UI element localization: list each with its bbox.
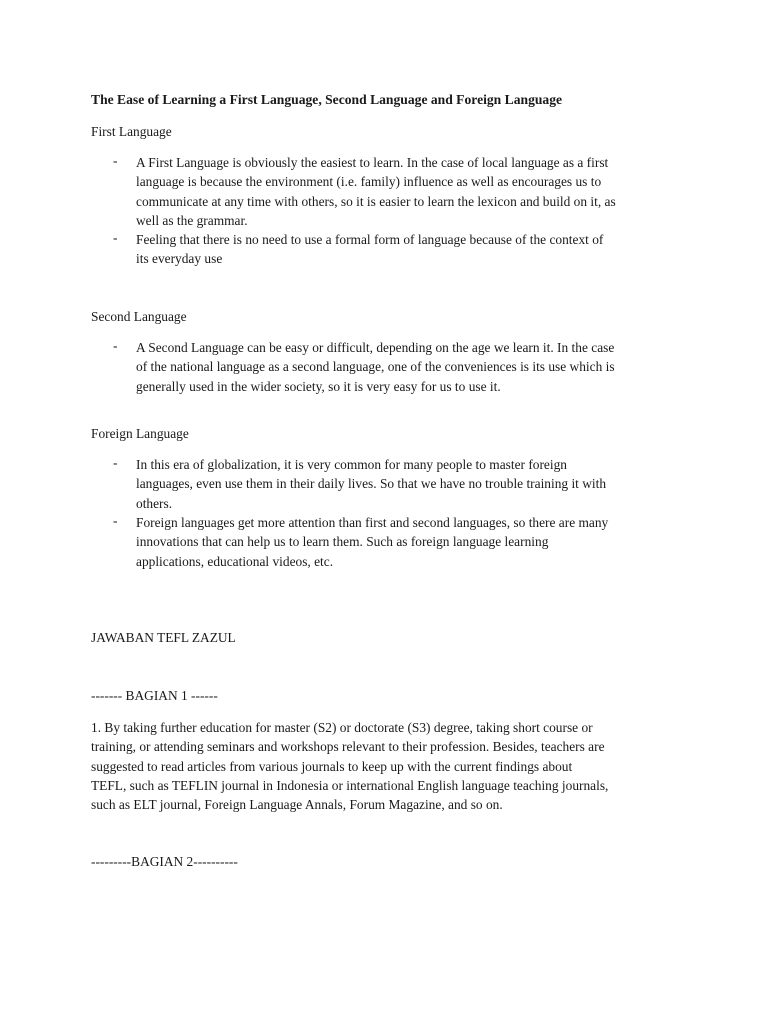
bullet-line: languages, even use them in their daily lives. So that we have no trouble training it with (136, 476, 607, 492)
bullet-line: language is because the environment (i.e. family) influence as well as encourages us to (136, 174, 602, 190)
bullet-dash: - (113, 513, 118, 528)
bagian-1-paragraph (91, 718, 691, 814)
heading-foreign-language: Foreign Language (91, 426, 189, 441)
paragraph-line: suggested to read articles from various journals to keep up with the current findings about (91, 758, 573, 774)
heading-first-language: First Language (91, 124, 172, 139)
bullet-line: A Second Language can be easy or difficult, depending on the age we learn it. In the case (136, 340, 615, 355)
bullet-text (136, 338, 691, 396)
bullet-line: Feeling that there is no need to use a formal form of language because of the context of (136, 232, 604, 247)
bullet-dash: - (113, 230, 118, 245)
bullet-dash: - (113, 455, 118, 470)
paragraph-line: such as ELT journal, Foreign Language Annals, Forum Magazine, and so on. (91, 797, 503, 813)
bullet-line: its everyday use (136, 251, 223, 267)
bullet-line: innovations that can help us to learn them. Such as foreign language learning (136, 534, 549, 550)
bullet-text (136, 513, 691, 571)
bullet-line: Foreign languages get more attention than first and second languages, so there are many (136, 515, 609, 530)
document-title: The Ease of Learning a First Language, Second Language and Foreign Language (91, 92, 563, 107)
bullet-line: applications, educational videos, etc. (136, 553, 334, 569)
bullet-line: communicate at any time with others, so it is easier to learn the lexicon and build on it, as (136, 193, 616, 209)
heading-bagian-2: ---------BAGIAN 2---------- (91, 854, 238, 869)
bullet-line: In this era of globalization, it is very common for many people to master foreign (136, 457, 567, 472)
bullet-line: generally used in the wider society, so it is very easy for us to use it. (136, 378, 501, 394)
bullet-line: of the national language as a second language, one of the conveniences is its use which is (136, 359, 615, 375)
bullet-dash: - (113, 153, 118, 168)
bullet-text (136, 455, 691, 513)
bullet-text (136, 230, 691, 269)
heading-jawaban: JAWABAN TEFL ZAZUL (91, 630, 236, 645)
bullet-dash: - (113, 338, 118, 353)
bullet-text (136, 153, 691, 230)
heading-bagian-1: ------- BAGIAN 1 ------ (91, 688, 218, 703)
paragraph-line: 1. By taking further education for master (S2) or doctorate (S3) degree, taking short course or (91, 720, 593, 735)
paragraph-line: training, or attending seminars and workshops relevant to their profession. Besides, teachers are (91, 739, 605, 755)
bullet-line: well as the grammar. (136, 212, 248, 228)
bullet-line: others. (136, 495, 173, 511)
bullet-line: A First Language is obviously the easiest to learn. In the case of local language as a first (136, 155, 609, 170)
heading-second-language: Second Language (91, 309, 187, 324)
paragraph-line: TEFL, such as TEFLIN journal in Indonesia or international English language teaching journals, (91, 777, 609, 793)
